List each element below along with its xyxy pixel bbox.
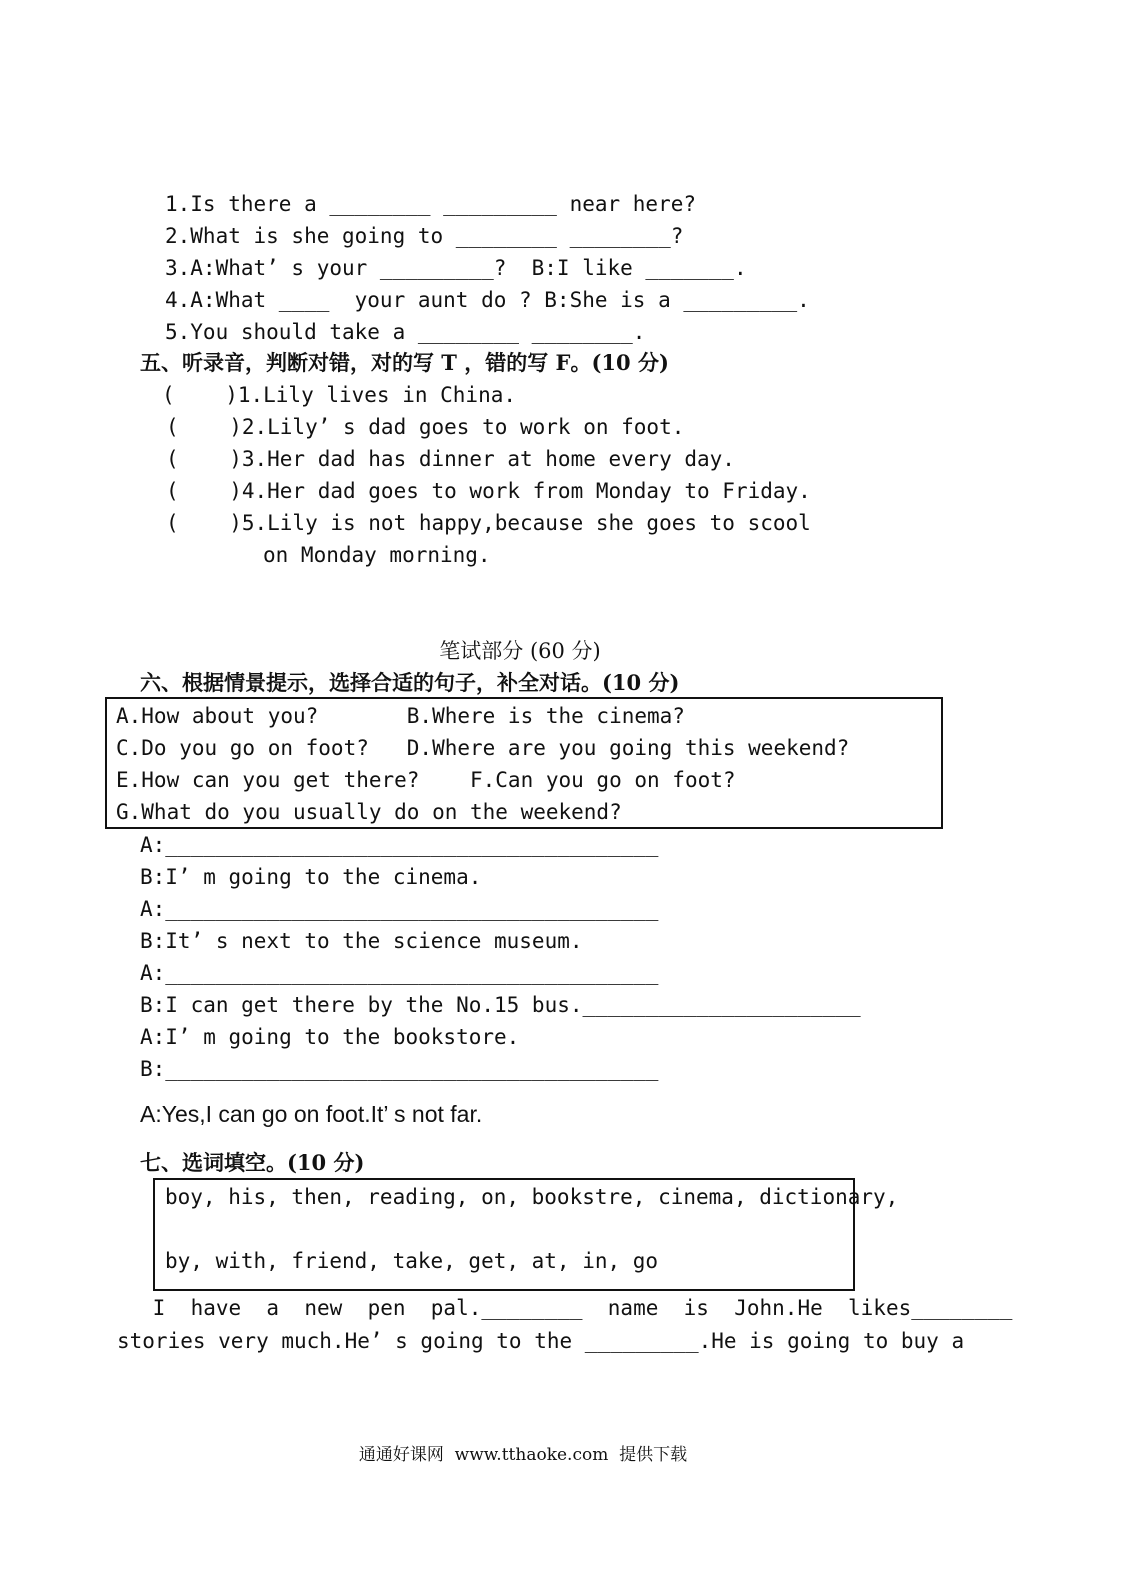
dialogue-line-5: A:_______________________________________ [140,961,659,985]
fill-line-1: 1.Is there a ________ _________ near here? [165,192,697,216]
option-line-3: E.How can you get there? F.Can you go on foot? [116,768,736,792]
word-bank-line-1: boy, his, then, reading, on, bookstre, cinema, dictionary, [165,1185,899,1209]
passage-line-2: stories very much.He’ s going to the _________.He is going to buy a [117,1329,965,1353]
option-line-2: C.Do you go on foot? D.Where are you going this weekend? [116,736,850,760]
section5-item-5-continuation: on Monday morning. [263,543,491,567]
fill-line-2: 2.What is she going to ________ ________? [165,224,684,248]
fill-line-3: 3.A:What’ s your _________? B:I like _______. [165,256,747,280]
dialogue-line-1: A:_______________________________________ [140,833,659,857]
dialogue-final-line: A:Yes,I can go on foot.It’ s not far. [140,1101,483,1127]
dialogue-line-3: A:_______________________________________ [140,897,659,921]
section5-title: 五、听录音，判断对错，对的写 T ，错的写 F。(10 分) [140,350,669,375]
section7-title: 七、选词填空。(10 分) [140,1150,365,1175]
dialogue-line-4: B:It’ s next to the science museum. [140,929,583,953]
option-line-4: G.What do you usually do on the weekend? [116,800,622,824]
section5-item-2: ( )2.Lily’ s dad goes to work on foot. [166,415,685,439]
section5-item-3: ( )3.Her dad has dinner at home every day. [166,447,735,471]
footer-text: 通通好课网 www.tthaoke.com 提供下载 [358,1445,688,1465]
section6-title: 六、根据情景提示，选择合适的句子，补全对话。(10 分) [140,670,680,695]
option-line-1: A.How about you? B.Where is the cinema? [116,704,685,728]
dialogue-line-8: B:_______________________________________ [140,1057,659,1081]
fill-line-4: 4.A:What ____ your aunt do ? B:She is a _________. [165,288,810,312]
section5-item-4: ( )4.Her dad goes to work from Monday to Friday. [166,479,811,503]
passage-line-1: I have a new pen pal.________ name is John.He likes________ [140,1296,1013,1320]
word-bank-line-2: by, with, friend, take, get, at, in, go [165,1249,659,1273]
dialogue-line-6: B:I can get there by the No.15 bus.______________________ [140,993,861,1017]
section5-item-5: ( )5.Lily is not happy,because she goes to scool [166,511,811,535]
section5-item-1: ( )1.Lily lives in China. [162,383,517,407]
dialogue-line-2: B:I’ m going to the cinema. [140,865,482,889]
dialogue-line-7: A:I’ m going to the bookstore. [140,1025,520,1049]
written-part-heading: 笔试部分 (60 分) [439,639,601,663]
fill-line-5: 5.You should take a ________ ________. [165,320,646,344]
